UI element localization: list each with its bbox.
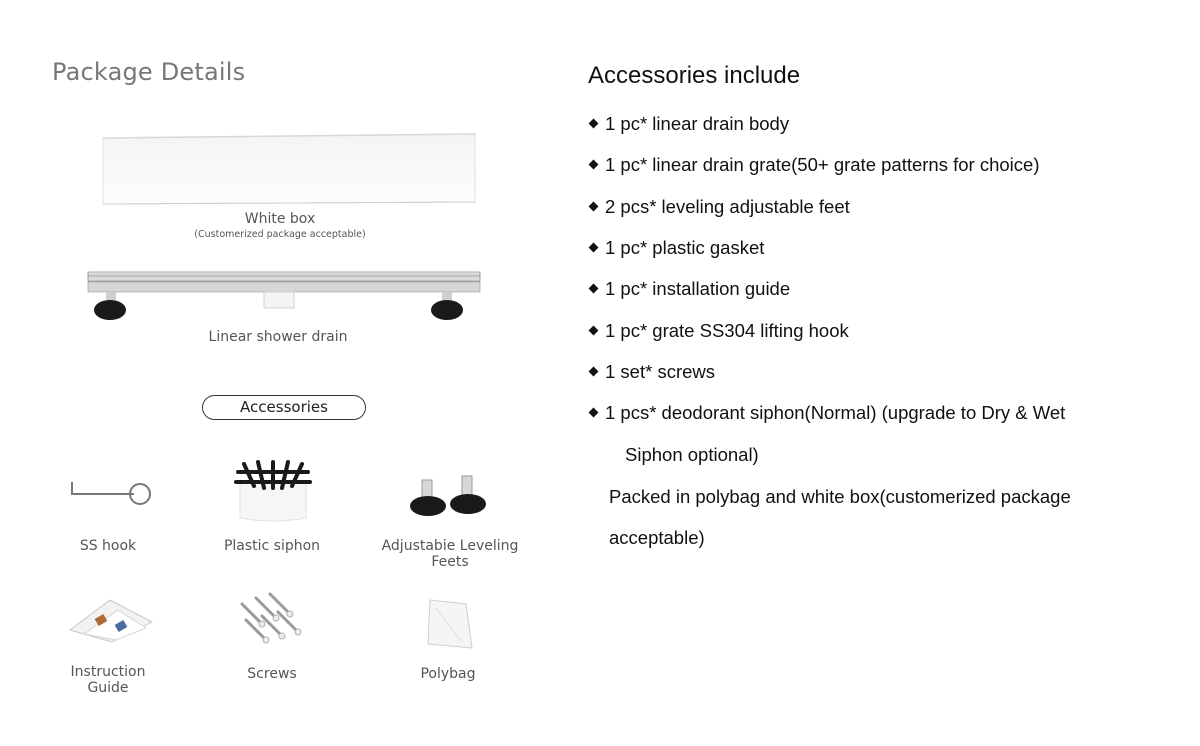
linear-drain-image xyxy=(84,266,484,326)
white-box-label: White box xyxy=(244,211,316,227)
bullet-diamond-icon xyxy=(589,408,599,418)
accessory-item: 1 set* screws xyxy=(588,361,715,383)
accessory-item-continuation: Siphon optional) xyxy=(625,444,759,465)
accessories-include-title: Accessories include xyxy=(588,62,801,89)
accessory-label-plastic-siphon: Plastic siphon xyxy=(223,538,321,554)
accessory-item: 1 pcs* deodorant siphon(Normal) (upgrade to Dry & Wet xyxy=(588,402,1065,424)
leveling-feet-icon xyxy=(404,470,494,520)
accessory-item: 1 pc* grate SS304 lifting hook xyxy=(588,320,849,342)
accessory-label-leveling-feet: Adjustabie Leveling Feets xyxy=(381,538,519,570)
siphon-icon xyxy=(230,458,316,522)
bullet-diamond-icon xyxy=(589,202,599,212)
linear-drain-label: Linear shower drain xyxy=(208,329,348,345)
accessory-item: 1 pc* installation guide xyxy=(588,278,790,300)
accessory-item: 1 pc* linear drain grate(50+ grate patterns for choice) xyxy=(588,154,1039,176)
bullet-diamond-icon xyxy=(589,284,599,294)
screws-icon xyxy=(232,590,312,646)
accessory-label-instruction-guide: Instruction Guide xyxy=(70,664,146,696)
hook-icon xyxy=(68,478,154,512)
packing-note-line-2: acceptable) xyxy=(609,527,705,548)
accessories-heading: Accessories xyxy=(202,395,366,420)
package-details-title: Package Details xyxy=(52,58,246,86)
accessory-item: 1 pc* linear drain body xyxy=(588,113,789,135)
instruction-guide-icon xyxy=(66,594,156,644)
bullet-diamond-icon xyxy=(589,243,599,253)
accessory-item: 2 pcs* leveling adjustable feet xyxy=(588,196,850,218)
bullet-diamond-icon xyxy=(589,367,599,377)
accessory-label-screws: Screws xyxy=(247,666,297,682)
white-box-sublabel: (Customerized package acceptable) xyxy=(194,229,366,240)
accessory-label-polybag: Polybag xyxy=(420,666,476,682)
bullet-diamond-icon xyxy=(589,119,599,129)
accessory-label-ss-hook: SS hook xyxy=(79,538,137,554)
white-box-image xyxy=(95,130,485,210)
accessory-item: 1 pc* plastic gasket xyxy=(588,237,764,259)
packing-note-line-1: Packed in polybag and white box(customerized package xyxy=(609,486,1071,507)
bullet-diamond-icon xyxy=(589,326,599,336)
polybag-icon xyxy=(422,596,478,652)
bullet-diamond-icon xyxy=(589,160,599,170)
